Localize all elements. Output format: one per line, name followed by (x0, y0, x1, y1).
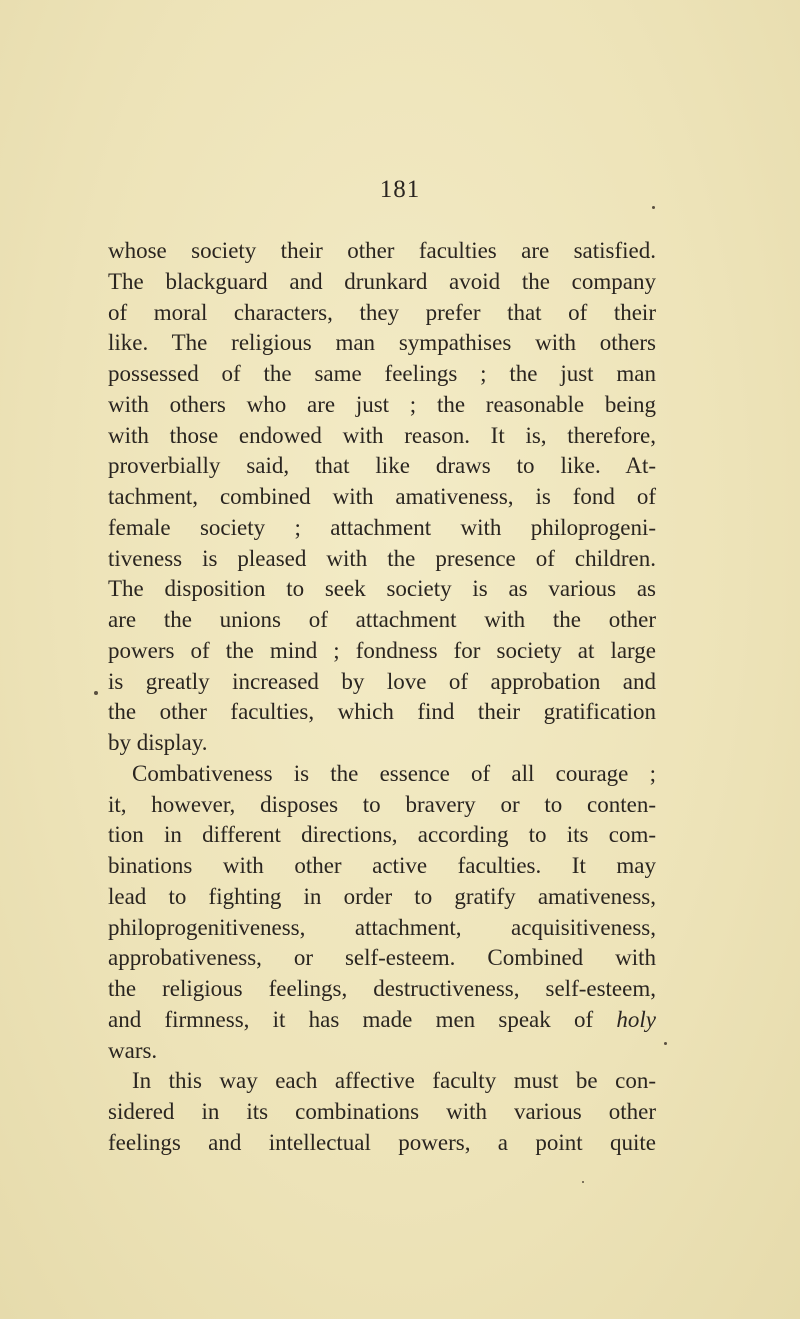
text-line: female society ; attachment with philoprogeni- (108, 514, 656, 540)
text-line: whose society their other faculties are satisfied. (108, 238, 656, 263)
text-line: binations with other active faculties. It may (108, 853, 656, 878)
text-line: the religious feelings, destructiveness, self-esteem, (108, 976, 656, 1001)
text-line: of moral characters, they prefer that of their (108, 299, 656, 325)
text-line: with others who are just ; the reasonable being (108, 391, 656, 417)
text-line: feelings and intellectual powers, a point quite (108, 1129, 656, 1155)
text-line: the other faculties, which find their gratification (108, 699, 656, 725)
text-line: The disposition to seek society is as various as (108, 576, 656, 602)
text-line: and firmness, it has made men speak of holy (108, 1006, 656, 1032)
paper-speck (664, 1042, 667, 1045)
text-line: sidered in its combinations with various other (108, 1099, 656, 1124)
text-line: Combativeness is the essence of all courage ; (132, 760, 656, 786)
text-line: are the unions of attachment with the other (108, 607, 656, 632)
text-line: approbativeness, or self-esteem. Combined with (108, 945, 656, 971)
text-line: powers of the mind ; fondness for society at large (108, 637, 656, 663)
text-line: wars. (108, 1037, 158, 1063)
text-line: it, however, disposes to bravery or to conten- (108, 791, 656, 817)
text-line: tion in different directions, according to its com- (108, 822, 656, 848)
text-line: proverbially said, that like draws to like. At- (108, 453, 656, 479)
text-line: with those endowed with reason. It is, therefore, (108, 422, 656, 448)
paper-speck (94, 691, 98, 695)
body-text (108, 236, 656, 1159)
text-line: In this way each affective faculty must be con- (132, 1068, 656, 1094)
text-line: tiveness is pleased with the presence of children. (108, 545, 656, 571)
text-line: philoprogenitiveness, attachment, acquisitiveness, (108, 914, 656, 940)
paper-speck (652, 206, 655, 209)
text-line: possessed of the same feelings ; the just man (108, 361, 656, 386)
text-line: by display. (108, 730, 208, 755)
text-line: tachment, combined with amativeness, is fond of (108, 484, 656, 509)
text-line: The blackguard and drunkard avoid the company (108, 268, 656, 294)
text-line: is greatly increased by love of approbation and (108, 668, 656, 694)
page-number: 181 (379, 176, 421, 203)
text-line: lead to fighting in order to gratify amativeness, (108, 883, 656, 909)
paper-speck (582, 1181, 584, 1183)
text-line: like. The religious man sympathises with others (108, 330, 656, 356)
